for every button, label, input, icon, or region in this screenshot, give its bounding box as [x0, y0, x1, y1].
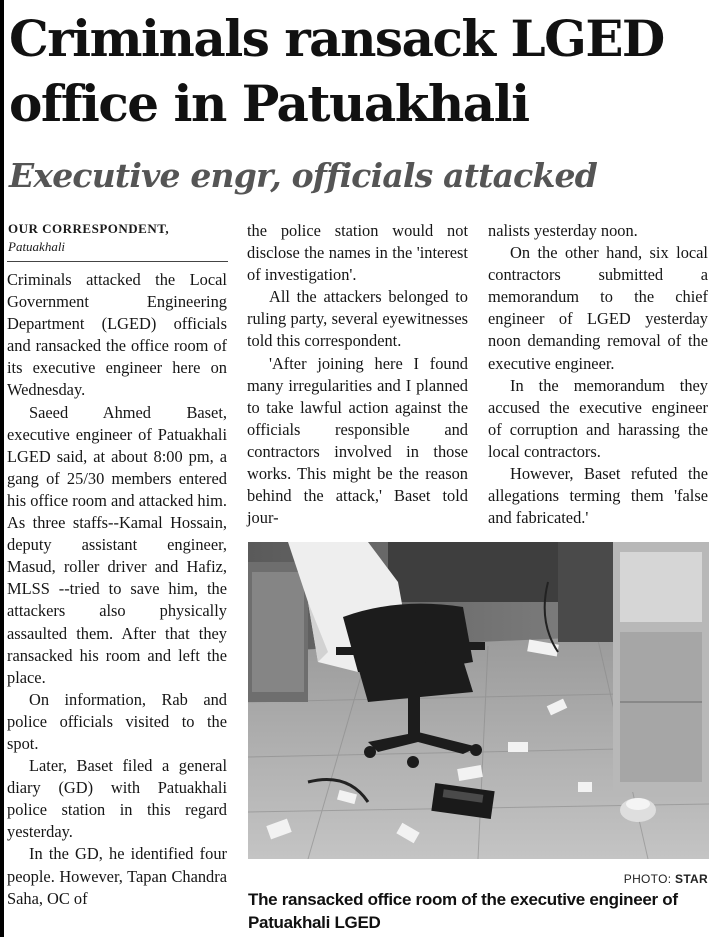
article-paragraph: Later, Baset filed a general diary (GD) with Patuakhali police station in this regard yesterday.: [7, 756, 227, 842]
byline: OUR CORRESPONDENT,: [8, 221, 170, 236]
article-paragraph: In the memorandum they accused the executive engineer of corruption and harassing the local contractors.: [488, 375, 708, 461]
photo-caption: The ransacked office room of the executive engineer of Patuakhali LGED: [248, 890, 678, 932]
ransacked-office-image: [248, 542, 709, 859]
article-column-1: [7, 269, 227, 910]
photo-credit-label: PHOTO:: [623, 872, 672, 886]
headline: Criminals ransack LGED office in Patuakhali: [9, 9, 664, 133]
dateline: Patuakhali: [8, 239, 66, 254]
article-column-2: [247, 220, 468, 529]
article-paragraph: Saeed Ahmed Baset, executive engineer of Patuakhali LGED said, at about 8:00 pm, a gang of 25/30 members entered his office room and attacked him. As three staffs--Kamal Hossain, deputy assistant engineer, Masud, roller driver and Hafiz, MLSS --tried to save him, the attackers also physically assaulted them. After that they ransacked his room and left the place.: [7, 402, 227, 687]
news-photo: [248, 542, 709, 859]
article-paragraph: However, Baset refuted the allegations terming them 'false and fabricated.': [488, 464, 708, 528]
article-paragraph: Criminals attacked the Local Government Engineering Department (LGED) officials and ransacked the office room of its executive engineer here on Wednesday.: [7, 270, 227, 400]
byline-divider: [7, 261, 228, 262]
article-paragraph: On the other hand, six local contractors submitted a memorandum to the chief engineer of LGED yesterday noon demanding removal of the executive engineer.: [488, 243, 708, 373]
photo-credit: [500, 872, 708, 886]
article-paragraph: the police station would not disclose the names in the 'interest of investigation'.: [247, 221, 468, 285]
article-paragraph: On information, Rab and police officials visited to the spot.: [7, 689, 227, 753]
article-paragraph: nalists yesterday noon.: [488, 221, 638, 240]
subheadline: Executive engr, officials attacked: [9, 156, 598, 195]
left-column-rule: [0, 0, 4, 937]
article-paragraph: All the attackers belonged to ruling party, several eyewitnesses told this correspondent.: [247, 287, 468, 351]
article-paragraph: 'After joining here I found many irregularities and I planned to take lawful action against the officials responsible and contractors involved in those works. This might be the reason behind the attack,' Baset told jour-: [247, 353, 468, 528]
article-column-3: [488, 220, 708, 529]
article-paragraph: In the GD, he identified four people. However, Tapan Chandra Saha, OC of: [7, 844, 227, 908]
photo-credit-source: STAR: [675, 872, 708, 886]
